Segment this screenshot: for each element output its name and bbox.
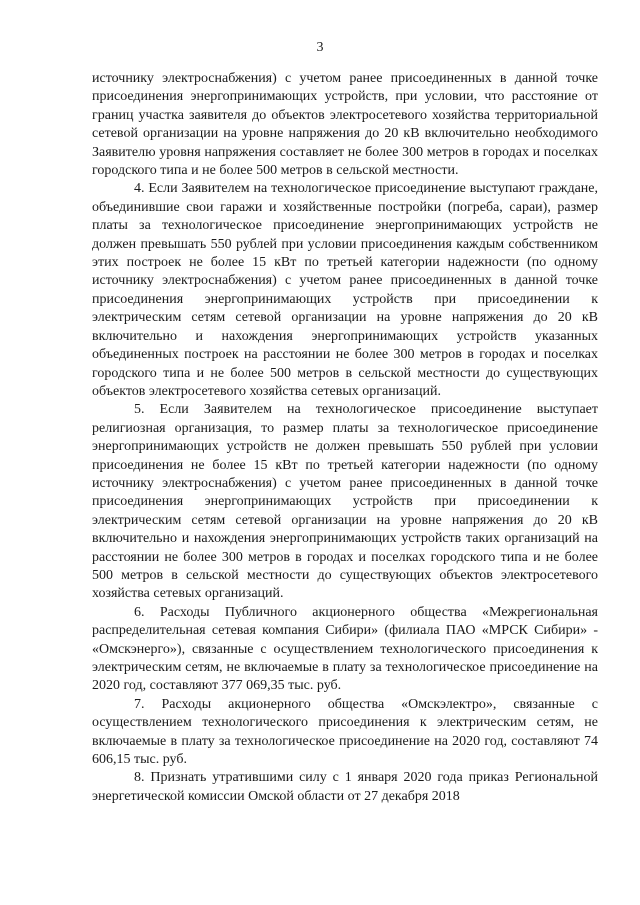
- document-body: [92, 70, 598, 806]
- paragraph-5: 5. Если Заявителем на технологическое присоединение выступает религиозная организация, то размер платы за технологическое присоединение энергопринимающих устройств не должен превышать 550 рублей при условии присоединения не более 15 кВт по третьей категории надежности (по одному источнику электроснабжения) с учетом ранее присоединенных в данной точке присоединения энергопринимающих устройств при присоединении к электрическим сетям сетевой организации на уровне напряжения до 20 кВ включительно и нахождения энергопринимающих устройств таких организаций на расстоянии не более 300 метров в городах и поселках городского типа и не более 500 метров в сельской местности до существующих объектов электросетевого хозяйства сетевых организаций.: [92, 402, 598, 602]
- paragraph-8: 8. Признать утратившими силу с 1 января 2020 года приказ Региональной энергетической комиссии Омской области от 27 декабря 2018: [92, 770, 598, 804]
- paragraph-4: 4. Если Заявителем на технологическое присоединение выступают граждане, объединившие свои гаражи и хозяйственные постройки (погреба, сараи), размер платы за технологическое присоединение энергопринимающих устройств не должен превышать 550 рублей при условии присоединения каждым собственником этих построек не более 15 кВт по третьей категории надежности (по одному источнику электроснабжения) с учетом ранее присоединенных в данной точке присоединения энергопринимающих устройств при присоединении к электрическим сетям сетевой организации на уровне напряжения до 20 кВ включительно и нахождения энергопринимающих устройств указанных объединенных построек на расстоянии не более 300 метров в городах и поселках городского типа и не более 500 метров в сельской местности до существующих объектов электросетевого хозяйства сетевых организаций.: [92, 181, 598, 399]
- paragraph-6: 6. Расходы Публичного акционерного общества «Межрегиональная распределительная сетевая компания Сибири» (филиала ПАО «МРСК Сибири» - «Омскэнерго»), связанные с осуществлением технологического присоединения к электрическим сетям, не включаемые в плату за технологическое присоединение на 2020 год, составляют 377 069,35 тыс. руб.: [92, 604, 598, 694]
- paragraph-continuation: источнику электроснабжения) с учетом ранее присоединенных в данной точке присоединения энергопринимающих устройств, при условии, что расстояние от границ участка заявителя до объектов электросетевого хозяйства территориальной сетевой организации на уровне напряжения до 20 кВ включительно необходимого Заявителю уровня напряжения составляет не более 300 метров в городах и поселках городского типа и не более 500 метров в сельской местности.: [92, 71, 598, 179]
- paragraph-7: 7. Расходы акционерного общества «Омскэлектро», связанные с осуществлением технологического присоединения к электрическим сетям, не включаемые в плату за технологическое присоединение на 2020 год, составляют 74 606,15 тыс. руб.: [92, 696, 598, 768]
- page-number: 3: [316, 40, 324, 55]
